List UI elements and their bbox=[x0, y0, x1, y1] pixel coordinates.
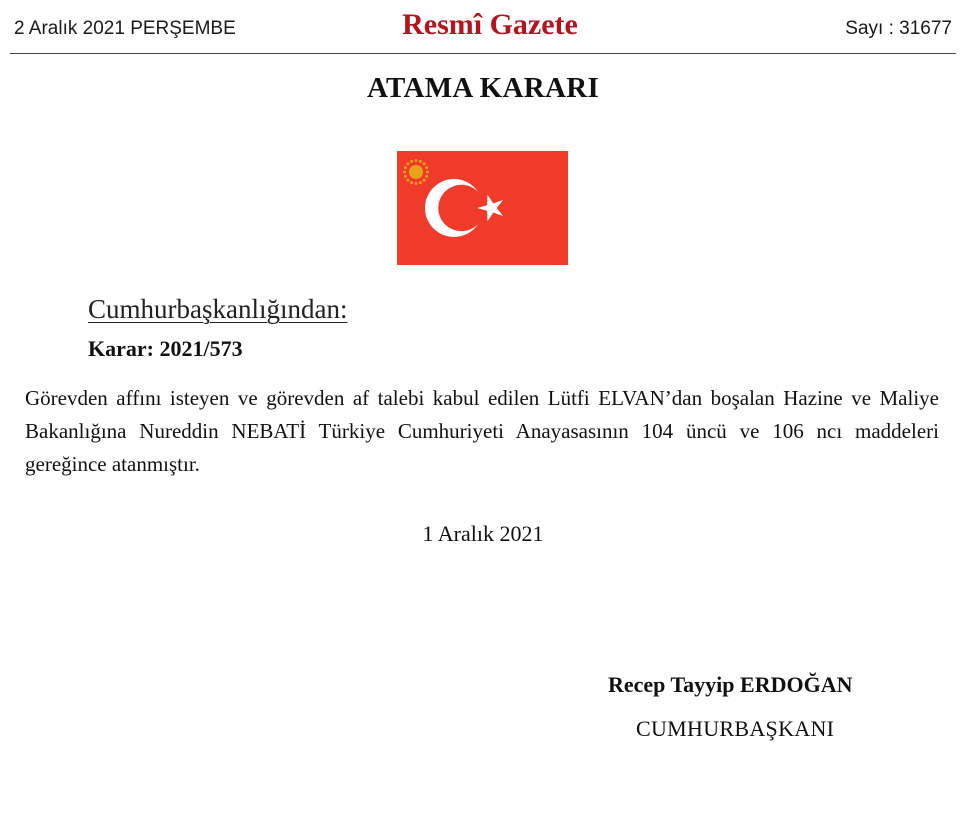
seal-star bbox=[415, 159, 418, 162]
decree-date: 1 Aralık 2021 bbox=[422, 521, 544, 546]
gazette-title: Resmî Gazete bbox=[402, 8, 578, 41]
seal-star bbox=[410, 160, 413, 163]
header-date: 2 Aralık 2021 PERŞEMBE bbox=[14, 18, 236, 39]
seal-star bbox=[404, 175, 407, 178]
turkish-flag-icon bbox=[397, 151, 568, 265]
signer-name: Recep Tayyip ERDOĞAN bbox=[608, 672, 853, 697]
seal-star bbox=[406, 162, 409, 165]
seal-star bbox=[419, 181, 422, 184]
issuer-heading: Cumhurbaşkanlığından: bbox=[88, 294, 348, 324]
header-divider bbox=[10, 53, 956, 54]
seal-star bbox=[425, 166, 428, 169]
seal-star bbox=[404, 166, 407, 169]
seal-star bbox=[410, 181, 413, 184]
seal-star bbox=[415, 182, 418, 185]
document-title: ATAMA KARARI bbox=[366, 72, 600, 104]
seal-star bbox=[403, 171, 406, 174]
seal-star bbox=[426, 171, 429, 174]
seal-star bbox=[419, 160, 422, 163]
decree-body: Görevden affını isteyen ve görevden af talebi kabul edilen Lütfi ELVAN’dan boşalan Hazine ve Maliye Bakanlığına Nureddin NEBATİ Türkiye Cumhuriyeti Anayasasının 104 üncü ve 106 ncı maddeleri gereğince atanmıştır. bbox=[25, 386, 939, 476]
decree-number: Karar: 2021/573 bbox=[88, 336, 243, 361]
seal-star bbox=[423, 179, 426, 182]
seal-star bbox=[406, 179, 409, 182]
signer-title: CUMHURBAŞKANI bbox=[636, 716, 835, 741]
seal-star bbox=[423, 162, 426, 165]
issue-number: Sayı : 31677 bbox=[845, 18, 952, 39]
seal-star bbox=[425, 175, 428, 178]
